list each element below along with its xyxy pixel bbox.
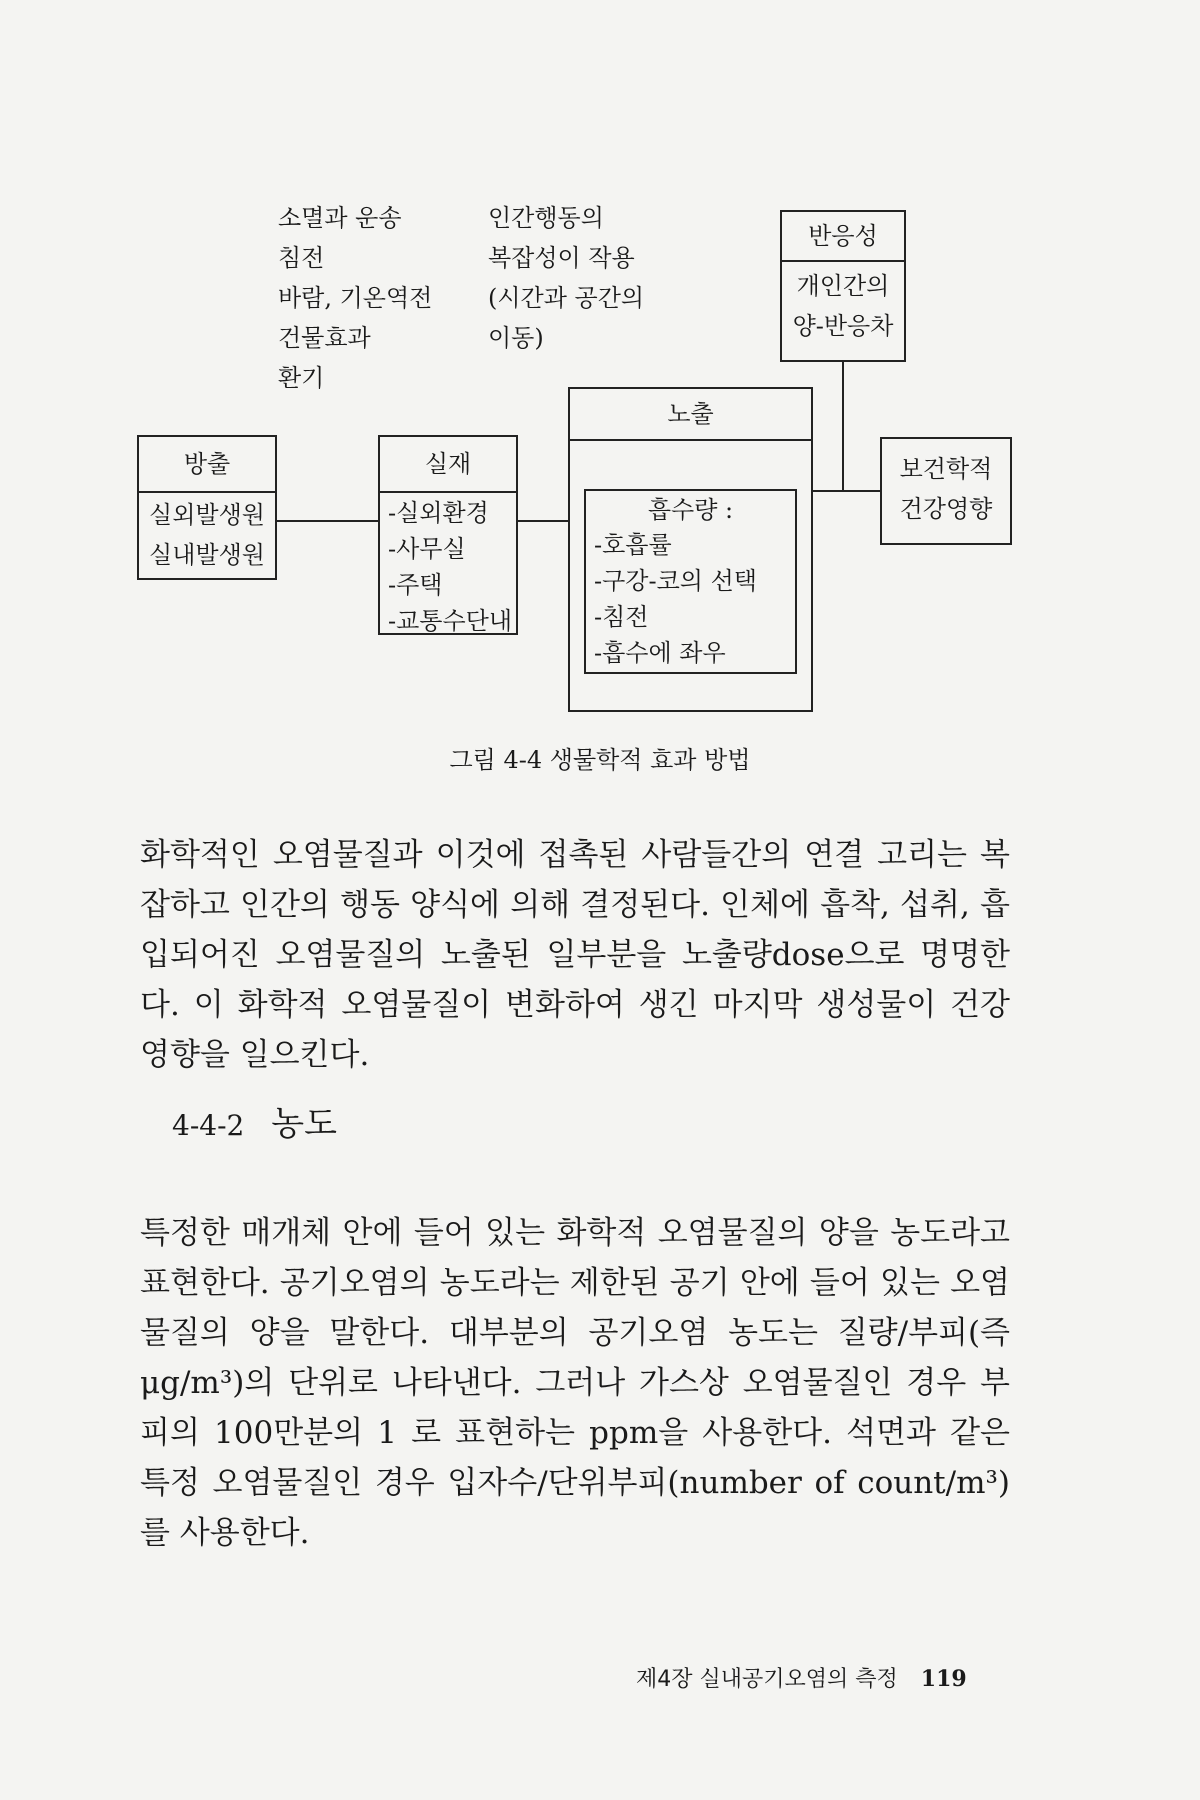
section-title: 농도 [271,1104,337,1144]
factor-text: 건물효과 [278,324,371,352]
exposure-title: 노출 [570,389,811,441]
reactivity-title: 반응성 [782,212,904,262]
presence-title: 실재 [380,437,516,493]
chapter-title: 제4장 실내공기오염의 측정 [636,1667,898,1692]
factor-text: 바람, 기온역전 [278,284,433,312]
factor-text: 환기 [278,364,325,392]
reactivity-item: 개인간의 [796,272,890,300]
figure-caption: 그림 4-4 생물학적 효과 방법 [449,746,751,774]
factor-text: 복잡성이 작용 [488,244,635,272]
emission-box [137,435,277,580]
emission-item: 실외발생원 [149,501,265,529]
presence-item: -사무실 [388,535,466,563]
absorption-item: -침전 [594,603,649,631]
absorption-title: 흡수량 : [647,496,734,524]
reactivity-item: 양-반응차 [792,312,894,340]
connector-line [842,362,844,491]
absorption-item: -구강-코의 선택 [594,567,757,595]
emission-title: 방출 [139,437,275,493]
section-number: 4-4-2 [172,1109,245,1142]
human-factors [488,198,644,358]
health-item: 보건학적 [899,455,993,483]
absorption-box [584,489,797,674]
emission-item: 실내발생원 [149,541,265,569]
presence-item: -교통수단내 [388,607,513,635]
page-number: 119 [920,1666,967,1692]
paragraph-text: 특정한 매개체 안에 들어 있는 화학적 오염물질의 양을 농도라고 표현한다. 공기오염의 농도라는 제한된 공기 안에 들어 있는 오염물질의 양을 말한다. 대부분의 공기오염 농도는 질량/부피(즉 μg/m³)의 단위로 나타낸다. 그러나 가스상 오염물질인 경우 부피의 100만분의 1 로 표현하는 ppm을 사용한다. 석면과 같은 특정 오염물질인 경우 입자수/단위부피(number of count/m³)를 사용한다. [140,1215,1010,1551]
body-paragraph [140,1208,1010,1558]
paragraph-text: 화학적인 오염물질과 이것에 접촉된 사람들간의 연결 고리는 복잡하고 인간의 행동 양식에 의해 결정된다. 인체에 흡착, 섭취, 흡입되어진 오염물질의 노출된 일부분을 노출량dose으로 명명한다. 이 화학적 오염물질이 변화하여 생긴 마지막 생성물이 건강 영향을 일으킨다. [140,837,1010,1073]
factor-text: 침전 [278,244,325,272]
factor-text: 인간행동의 [488,204,604,232]
factor-text: 이동) [488,324,544,352]
body-paragraph [140,830,1010,1080]
connector-line [813,490,880,492]
connector-line [277,520,378,522]
reactivity-box [780,210,906,362]
absorption-item: -흡수에 좌우 [594,639,726,667]
presence-item: -주택 [388,571,443,599]
exposure-box [568,387,813,712]
factor-text: 소멸과 운송 [278,204,402,232]
factor-text: (시간과 공간의 [488,284,645,312]
presence-box [378,435,518,635]
section-heading [172,1096,337,1145]
page-footer [636,1662,967,1693]
connector-line [518,520,568,522]
transport-factors [278,198,432,398]
health-box [880,437,1012,545]
absorption-item: -호흡률 [594,531,672,559]
presence-item: -실외환경 [388,499,489,527]
health-item: 건강영향 [899,495,993,523]
